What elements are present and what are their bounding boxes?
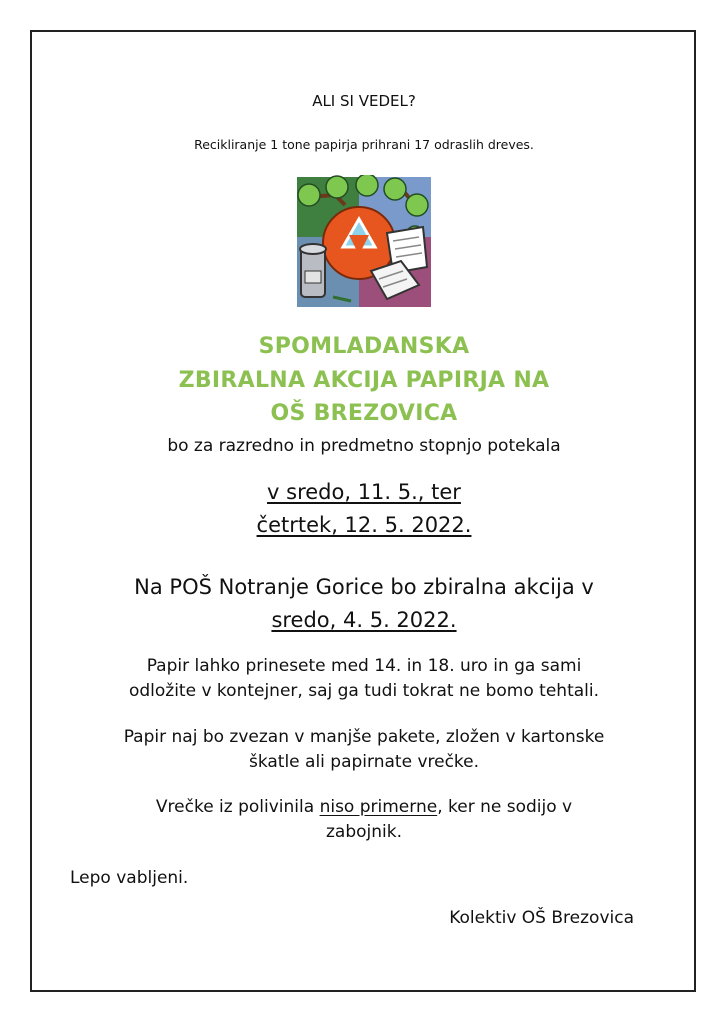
paragraph-3-before: Vrečke iz polivinila bbox=[155, 797, 320, 817]
recycling-fact: Recikliranje 1 tone papirja prihrani 17 odraslih dreves. bbox=[194, 137, 534, 152]
branch-school-line: Na POŠ Notranje Gorice bo zbiralna akcija v bbox=[134, 575, 594, 599]
paragraph-3-line-2: zabojnik. bbox=[325, 822, 402, 842]
question-heading: ALI SI VEDEL? bbox=[312, 92, 416, 110]
paragraph-3-line-1 bbox=[0, 797, 728, 817]
main-date-line-1: v sredo, 11. 5., ter bbox=[267, 480, 461, 504]
paragraph-2-line-2: škatle ali papirnate vrečke. bbox=[248, 752, 480, 772]
subtitle: bo za razredno in predmetno stopnjo potekala bbox=[167, 436, 561, 456]
signature: Kolektiv OŠ Brezovica bbox=[449, 908, 634, 928]
not-suitable-text: niso primerne bbox=[319, 797, 438, 817]
branch-school-date: sredo, 4. 5. 2022. bbox=[271, 608, 457, 632]
paragraph-3-after: , ker ne sodijo v bbox=[437, 797, 573, 817]
title-line-3: OŠ BREZOVICA bbox=[270, 401, 458, 426]
title-line-1: SPOMLADANSKA bbox=[258, 334, 470, 359]
paragraph-1-line-2: odložite v kontejner, saj ga tudi tokrat ne bomo tehtali. bbox=[128, 681, 600, 701]
greeting: Lepo vabljeni. bbox=[70, 868, 189, 888]
title-line-2: ZBIRALNA AKCIJA PAPIRJA NA bbox=[178, 368, 550, 393]
paragraph-1-line-1: Papir lahko prinesete med 14. in 18. uro in ga sami bbox=[146, 656, 582, 676]
recycling-clipart-icon bbox=[295, 175, 433, 310]
main-date-line-2: četrtek, 12. 5. 2022. bbox=[256, 513, 472, 537]
paragraph-2-line-1: Papir naj bo zvezan v manjše pakete, zložen v kartonske bbox=[123, 727, 605, 747]
